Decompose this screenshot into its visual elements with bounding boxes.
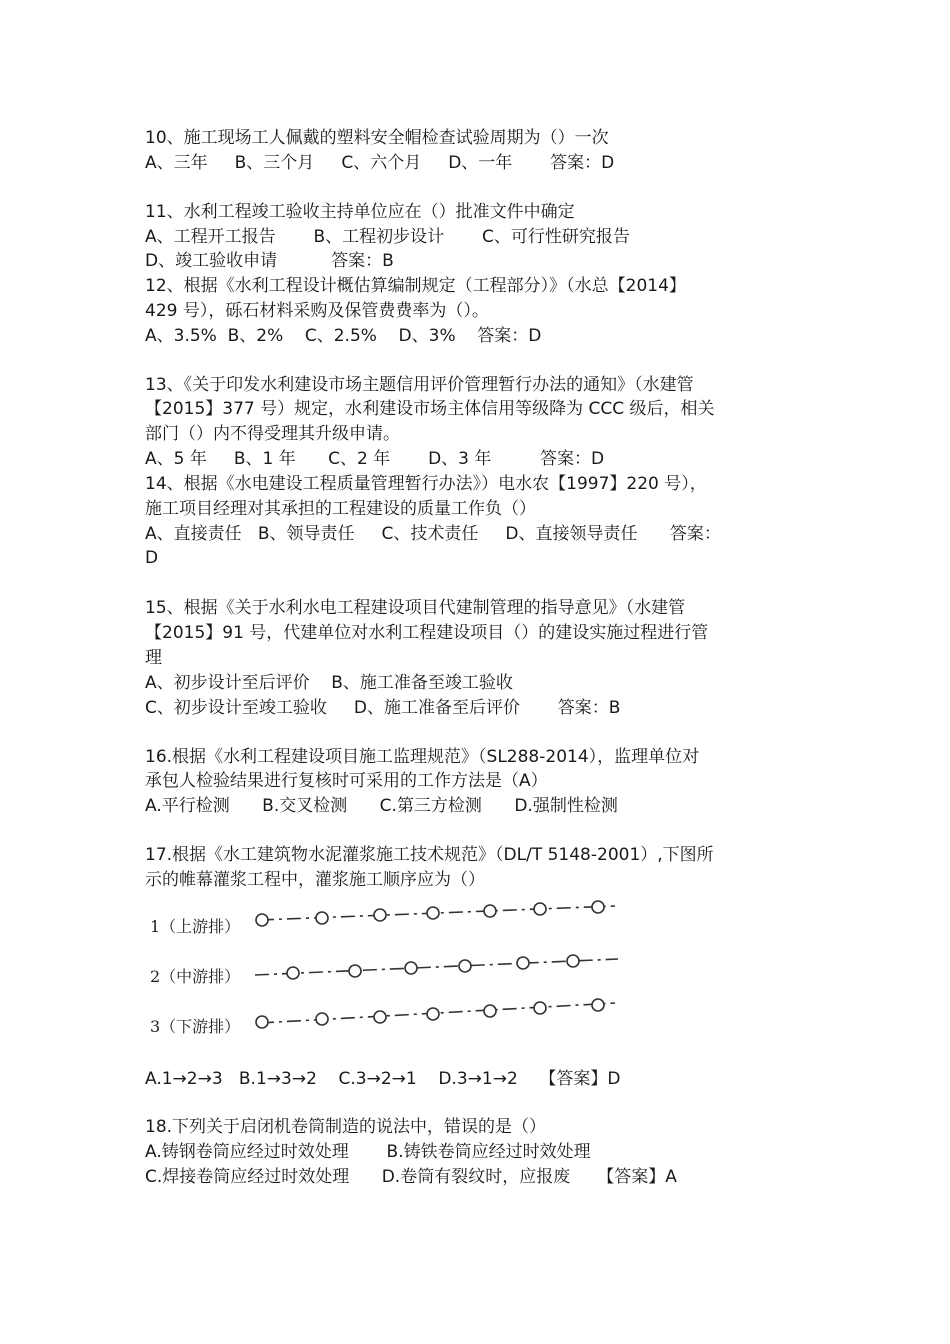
q14-stem-2: 施工项目经理对其承担的工程建设的质量工作负（）	[145, 499, 536, 519]
q15-options-1: A、初步设计至后评价 B、施工准备至竣工验收	[145, 673, 513, 693]
hole-marker	[567, 955, 579, 967]
q11-options-2: D、竣工验收申请 答案：B	[145, 251, 394, 271]
hole-marker	[484, 905, 496, 917]
hole-marker	[287, 967, 299, 979]
diagram-row-2	[255, 955, 618, 979]
q13-stem-2: 【2015】377 号）规定，水利建设市场主体信用等级降为 CCC 级后，相关	[145, 399, 715, 419]
hole-marker	[534, 1002, 546, 1014]
diagram-row-label-2: 2（中游排）	[150, 967, 241, 986]
hole-marker	[534, 903, 546, 915]
hole-marker	[316, 1013, 328, 1025]
hole-marker	[374, 909, 386, 921]
q17-stem-2: 示的帷幕灌浆工程中，灌浆施工顺序应为（）	[145, 870, 485, 890]
q18-stem: 18.下列关于启闭机卷筒制造的说法中，错误的是（）	[145, 1117, 547, 1137]
hole-marker	[459, 960, 471, 972]
q10-options: A、三年 B、三个月 C、六个月 D、一年 答案：D	[145, 153, 615, 173]
hole-marker	[592, 901, 604, 913]
q12-stem-2: 429 号），砾石材料采购及保管费费率为（）。	[145, 301, 489, 321]
hole-marker	[427, 907, 439, 919]
q10-stem: 10、施工现场工人佩戴的塑料安全帽检查试验周期为（）一次	[145, 128, 609, 148]
q15-options-2: C、初步设计至竣工验收 D、施工准备至后评价 答案：B	[145, 698, 621, 718]
hole-marker	[349, 965, 361, 977]
q15-stem-2: 【2015】91 号，代建单位对水利工程建设项目（）的建设实施过程进行管	[145, 623, 709, 643]
q17-stem-1: 17.根据《水工建筑物水泥灌浆施工技术规范》（DL/T 5148-2001）,下图所	[145, 845, 714, 865]
q13-stem-1: 13、《关于印发水利建设市场主题信用评价管理暂行办法的通知》（水建管	[145, 375, 694, 395]
q12-stem-1: 12、根据《水利工程设计概估算编制规定（工程部分）》（水总【2014】	[145, 276, 686, 296]
hole-marker	[405, 962, 417, 974]
q18-options-2: C.焊接卷筒应经过时效处理 D.卷筒有裂纹时，应报废 【答案】A	[145, 1167, 677, 1187]
q16-stem-1: 16.根据《水利工程建设项目施工监理规范》（SL288-2014），监理单位对	[145, 747, 700, 767]
hole-marker	[592, 999, 604, 1011]
q16-stem-2: 承包人检验结果进行复核时可采用的工作方法是（A）	[145, 771, 548, 791]
hole-marker	[374, 1011, 386, 1023]
hole-marker	[256, 1016, 268, 1028]
q11-options-1: A、工程开工报告 B、工程初步设计 C、可行性研究报告	[145, 227, 630, 247]
q16-options: A.平行检测 B.交叉检测 C.第三方检测 D.强制性检测	[145, 796, 618, 816]
q18-options-1: A.铸钢卷筒应经过时效处理 B.铸铁卷筒应经过时效处理	[145, 1142, 591, 1162]
q14-stem-1: 14、根据《水电建设工程质量管理暂行办法》）电水农【1997】220 号），	[145, 474, 707, 494]
diagram-row-3	[256, 999, 615, 1028]
q15-stem-1: 15、根据《关于水利水电工程建设项目代建制管理的指导意见》（水建管	[145, 598, 686, 618]
q11-stem: 11、水利工程竣工验收主持单位应在（）批准文件中确定	[145, 202, 575, 222]
q15-stem-3: 理	[145, 648, 162, 668]
hole-marker	[316, 912, 328, 924]
q14-options: A、直接责任 B、领导责任 C、技术责任 D、直接领导责任 答案：	[145, 524, 721, 544]
diagram-row-label-1: 1（上游排）	[150, 917, 241, 936]
hole-marker	[256, 914, 268, 926]
q13-options: A、5 年 B、1 年 C、2 年 D、3 年 答案：D	[145, 449, 605, 469]
q12-options: A、3.5% B、2% C、2.5% D、3% 答案：D	[145, 326, 542, 346]
q17-options: A.1→2→3 B.1→3→2 C.3→2→1 D.3→1→2 【答案】D	[145, 1069, 621, 1089]
q14-answer: D	[145, 548, 159, 568]
hole-marker	[517, 957, 529, 969]
grouting-row-diagram	[250, 898, 630, 1033]
hole-marker	[484, 1005, 496, 1017]
q13-stem-3: 部门（）内不得受理其升级申请。	[145, 424, 400, 444]
diagram-row-1	[256, 901, 615, 926]
hole-marker	[427, 1008, 439, 1020]
diagram-row-label-3: 3（下游排）	[150, 1017, 241, 1036]
